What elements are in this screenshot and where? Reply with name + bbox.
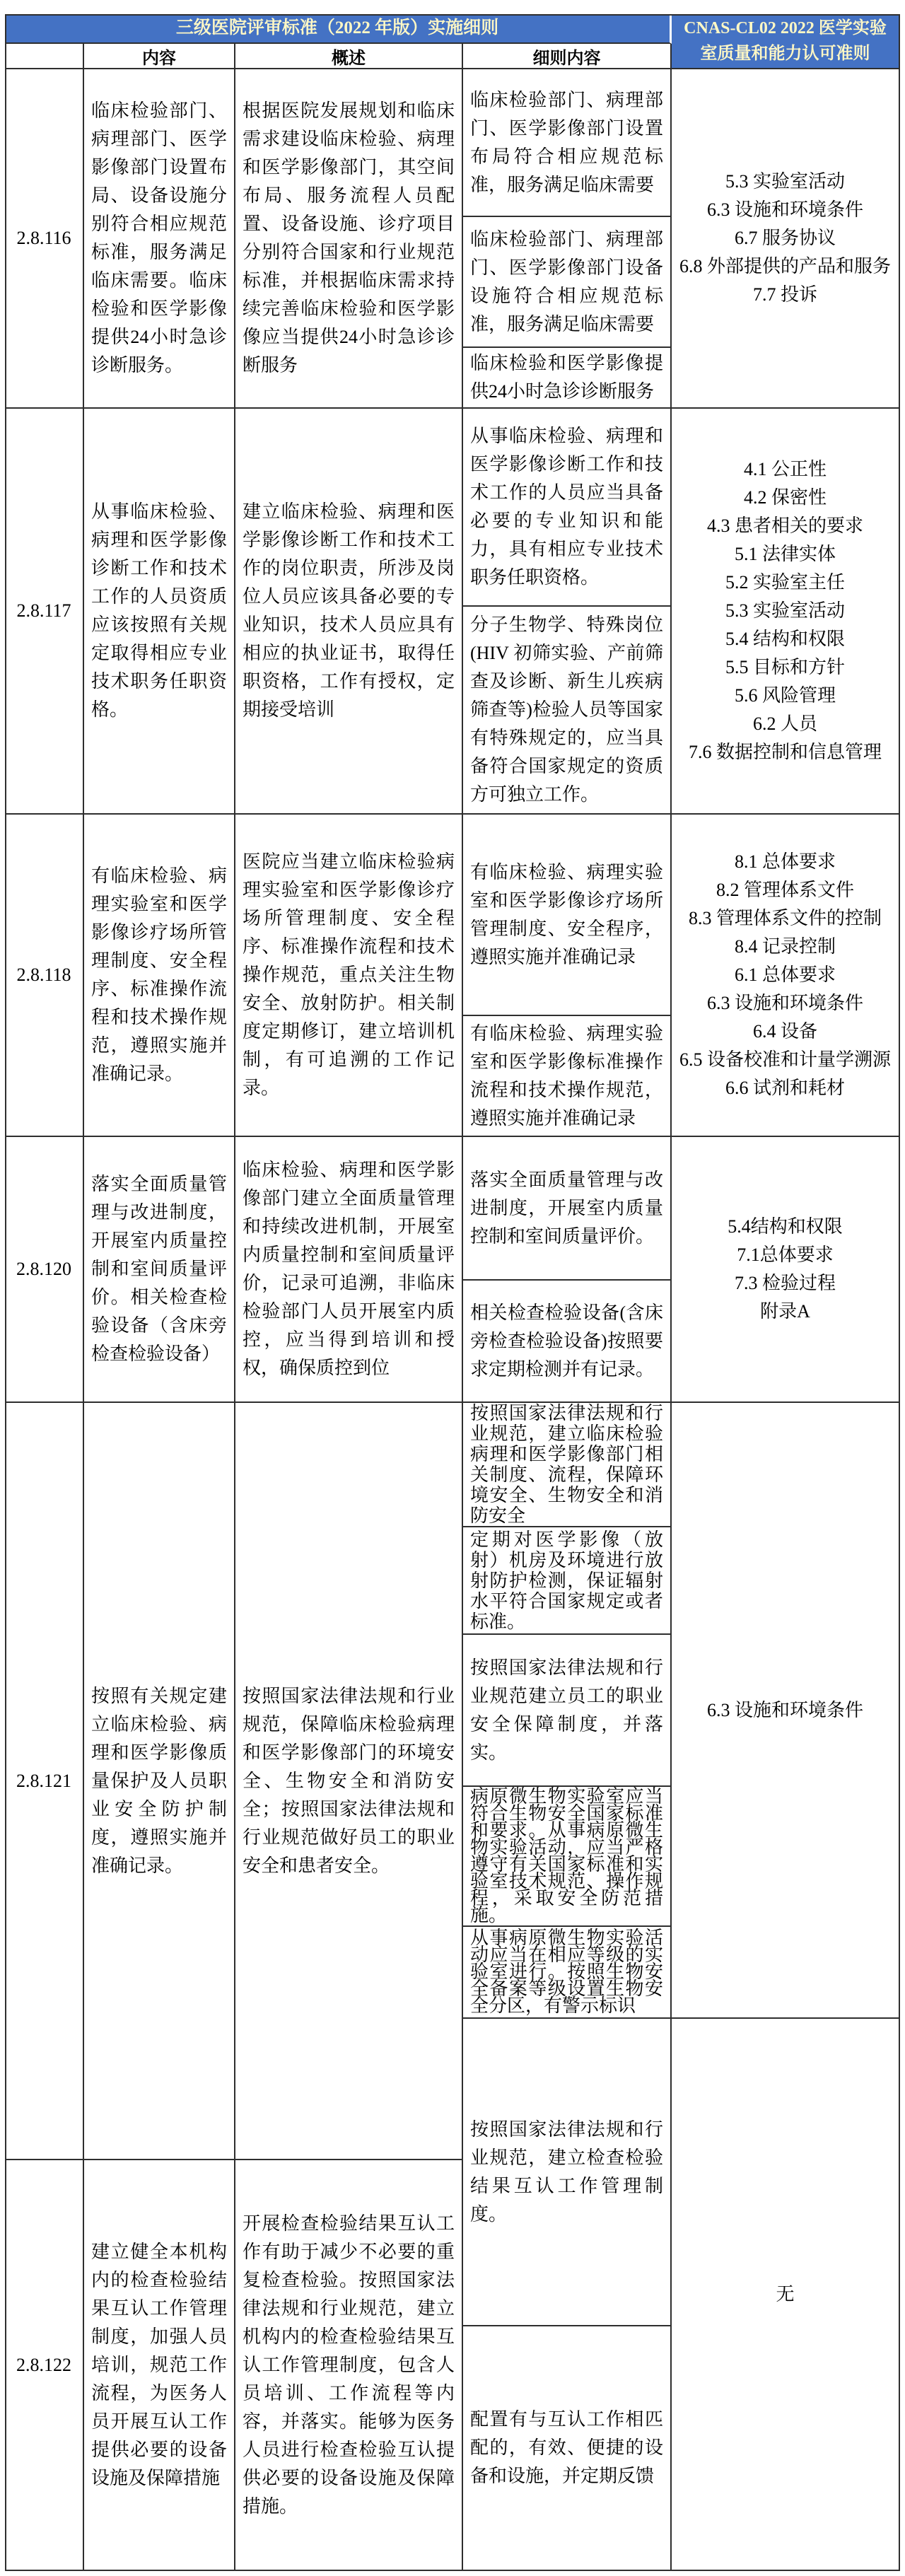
row-118-cnas-cell [672, 815, 900, 1137]
cnas-item: 7.7 投诉 [752, 284, 817, 305]
cnas-item: 6.1 总体要求 [734, 964, 836, 985]
row-117-id-cell [5, 409, 84, 815]
cnas-item: 6.2 人员 [752, 713, 817, 734]
row-118-overview-cell [235, 815, 463, 1137]
detail-text: 按照国家法律法规和行业规范，建立临床检验病理和医学影像部门相关制度、流程，保障环境安全、生物安全和消防安全 [470, 1403, 663, 1526]
content-text: 有临床检验、病理实验室和医学影像诊疗场所管理制度、安全程序、标准操作流程和技术操作规范，遵照实施并准确记录。 [91, 866, 227, 1084]
detail-text: 临床检验部门、病理部门、医学影像部门设备设施符合相应规范标准，服务满足临床需要 [470, 228, 663, 334]
row-120-detail-cell-2 [463, 1281, 672, 1403]
cnas-item: 6.7 服务协议 [734, 228, 836, 248]
cnas-title-line1: CNAS-CL02 2022 医学实验 [684, 19, 887, 37]
row-121-overview-cell [235, 1403, 463, 2160]
clause-number: 2.8.120 [16, 1259, 71, 1279]
detail-text: 配置有与互认工作相匹配的，有效、便捷的设备和设施，并定期反馈 [470, 2409, 663, 2486]
row-116-detail-cell-1 [463, 69, 672, 217]
clause-number: 2.8.116 [16, 228, 71, 248]
cnas-item: 6.5 设备校准和计量学溯源 [679, 1049, 891, 1070]
row-120-cnas-cell [672, 1137, 900, 1403]
row-121-id-cell [5, 1403, 84, 2160]
row-117-cnas-cell [672, 409, 900, 815]
content-text: 临床检验部门、病理部门、医学影像部门设置布局、设备设施分别符合相应规范标准，服务满足临床需要。临床检验和医学影像提供24小时急诊诊断服务。 [91, 100, 227, 375]
main-title-cell [5, 14, 672, 44]
cnas-item: 5.3 实验室活动 [725, 171, 845, 192]
clause-number: 2.8.122 [16, 2354, 71, 2375]
row-121-detail-cell-2 [463, 1527, 672, 1635]
col-header-detail-label: 细则内容 [532, 49, 601, 68]
row-118-detail-cell-1 [463, 815, 672, 1016]
detail-text: 有临床检验、病理实验室和医学影像标准操作流程和技术操作规范，遵照实施并准确记录 [470, 1022, 663, 1129]
row-121-detail-cell-3 [463, 1635, 672, 1787]
main-title: 三级医院评审标准（2022 年版）实施细则 [175, 18, 499, 37]
detail-text: 临床检验和医学影像提供24小时急诊诊断服务 [470, 353, 663, 402]
overview-text: 临床检验、病理和医学影像部门建立全面质量管理和持续改进机制，开展室内质量控制和室间质量评价，记录可追溯，非临床检验部门人员开展室内质控，应当得到培训和授权，确保质控到位 [243, 1160, 455, 1378]
overview-text: 根据医院发展规划和临床需求建设临床检验、病理和医学影像部门，其空间布局、服务流程人员配置、设备设施、诊疗项目分别符合国家和行业规范标准，并根据临床需求持续完善临床检验和医学影像应当提供24小时急诊诊断服务 [243, 100, 455, 375]
cnas-item: 5.3 实验室活动 [725, 600, 845, 621]
cnas-item: 7.3 检验过程 [734, 1273, 836, 1293]
col-header-empty [5, 44, 84, 69]
cnas-item: 5.6 风险管理 [734, 685, 836, 706]
detail-text: 分子生物学、特殊岗位(HIV 初筛实验、产前筛查及诊断、新生儿疾病筛查等)检验人员等国家有特殊规定的，应当具备符合国家规定的资质方可独立工作。 [470, 614, 663, 805]
overview-text: 建立临床检验、病理和医学影像诊断工作和技术工作的岗位职责，所涉及岗位人员应该具备必要的专业知识，技术人员应具有相应的执业证书，取得任职资格，工作有授权，定期接受培训 [243, 501, 455, 720]
overview-text: 按照国家法律法规和行业规范，保障临床检验病理和医学影像部门的环境安全、生物安全和消防安全；按照国家法律法规和行业规范做好员工的职业安全和患者安全。 [243, 1685, 455, 1876]
row-120-id-cell [5, 1137, 84, 1403]
row-118-detail-cell-2 [463, 1016, 672, 1137]
cnas-item: 5.4 结构和权限 [725, 629, 845, 649]
cnas-item: 8.1 总体要求 [734, 851, 836, 872]
overview-text: 医院应当建立临床检验病理实验室和医学影像诊疗场所管理制度、安全程序、标准操作流程和技术操作规范，重点关注生物安全、放射防护。相关制度定期修订，建立培训机制，有可追溯的工作记录。 [243, 851, 455, 1098]
cnas-item: 8.4 记录控制 [734, 936, 836, 957]
row-122-cnas-cell [672, 2019, 900, 2571]
row-122-overview-cell [235, 2160, 463, 2571]
row-121-detail-cell-5 [463, 1927, 672, 2019]
content-text: 从事临床检验、病理和医学影像诊断工作和技术工作的人员资质应该按照有关规定取得相应专业技术职务任职资格。 [91, 501, 227, 720]
row-116-id-cell [5, 69, 84, 409]
row-122-id-cell [5, 2160, 84, 2571]
cnas-item: 6.6 试剂和耗材 [725, 1078, 845, 1098]
row-121-content-cell [84, 1403, 235, 2160]
row-120-detail-cell-1 [463, 1137, 672, 1281]
row-117-overview-cell [235, 409, 463, 815]
col-header-overview-label: 概述 [332, 49, 366, 68]
detail-text: 定期对医学影像（放射）机房及环境进行放射防护检测，保证辐射水平符合国家规定或者标准。 [470, 1529, 663, 1632]
row-116-detail-cell-3 [463, 348, 672, 409]
row-122-detail-cell-1 [463, 2019, 672, 2326]
cnas-item: 4.2 保密性 [743, 487, 827, 508]
clause-number: 2.8.118 [16, 964, 71, 985]
col-header-content-label: 内容 [142, 49, 176, 68]
cnas-title-cell [672, 14, 900, 69]
row-116-overview-cell [235, 69, 463, 409]
row-121-cnas-cell [672, 1403, 900, 2019]
row-117-content-cell [84, 409, 235, 815]
cnas-item: 6.3 设施和环境条件 [706, 1699, 863, 1720]
detail-text: 按照国家法律法规和行业规范建立员工的职业安全保障制度，并落实。 [470, 1657, 663, 1763]
cnas-item: 6.8 外部提供的产品和服务 [679, 256, 891, 276]
row-120-overview-cell [235, 1137, 463, 1403]
detail-text: 相关检查检验设备(含床旁检查检验设备)按照要求定期检测并有记录。 [470, 1302, 663, 1380]
col-header-detail [463, 44, 672, 69]
cnas-item: 6.3 设施和环境条件 [706, 993, 863, 1013]
row-116-cnas-cell [672, 69, 900, 409]
detail-text: 有临床检验、病理实验室和医学影像诊疗场所管理制度、安全程序，遵照实施并准确记录 [470, 861, 663, 967]
cnas-item: 无 [776, 2283, 795, 2304]
row-120-content-cell [84, 1137, 235, 1403]
cnas-item: 5.1 法律实体 [734, 544, 836, 564]
row-118-content-cell [84, 815, 235, 1137]
detail-text: 病原微生物实验室应当符合生物安全国家标准和要求。从事病原微生物实验活动，应当严格遵守有关国家标准和实验室技术规范、操作规程，采取安全防范措施。 [470, 1787, 663, 1925]
col-header-overview [235, 44, 463, 69]
detail-text: 从事临床检验、病理和医学影像诊断工作和技术工作的人员应当具备必要的专业知识和能力，具有相应专业技术职务任职资格。 [470, 426, 663, 588]
cnas-item: 5.5 目标和方针 [725, 657, 845, 677]
row-122-content-cell [84, 2160, 235, 2571]
col-header-content [84, 44, 235, 69]
cnas-item: 4.1 公正性 [743, 459, 827, 479]
cnas-item: 5.2 实验室主任 [725, 572, 845, 593]
overview-text: 开展检查检验结果互认工作有助于减少不必要的重复检查检验。按照国家法律法规和行业规范，建立机构内的检查检验结果互认工作管理制度，包含人员培训、工作流程等内容，并落实。能够为医务人员进行检查检验互认提供必要的设备设施及保障措施。 [243, 2213, 455, 2517]
row-121-detail-cell-1 [463, 1403, 672, 1527]
cnas-item: 7.6 数据控制和信息管理 [688, 742, 882, 762]
detail-text: 临床检验部门、病理部门、医学影像部门设置布局符合相应规范标准，服务满足临床需要 [470, 89, 663, 195]
row-122-detail-cell-2 [463, 2326, 672, 2571]
row-117-detail-cell-2 [463, 607, 672, 815]
row-121-detail-cell-4 [463, 1787, 672, 1927]
cnas-item: 8.2 管理体系文件 [716, 880, 854, 900]
detail-text: 从事病原微生物实验活动应当在相应等级的实验室进行。按照生物安全备案等级设置生物安全分区，有警示标识 [470, 1928, 663, 2016]
clause-number: 2.8.117 [16, 600, 71, 621]
row-116-detail-cell-2 [463, 217, 672, 348]
row-116-content-cell [84, 69, 235, 409]
content-text: 落实全面质量管理与改进制度，开展室内质量控制和室间质量评价。相关检查检验设备（含床旁检查检验设备） [91, 1174, 227, 1364]
cnas-title-line2: 室质量和能力认可准则 [700, 45, 870, 63]
content-text: 建立健全本机构内的检查检验结果互认工作管理制度，加强人员培训，规范工作流程，为医务人员开展互认工作提供必要的设备设施及保障措施 [91, 2241, 227, 2488]
clause-number: 2.8.121 [16, 1770, 71, 1791]
row-117-detail-cell-1 [463, 409, 672, 607]
cnas-item: 6.4 设备 [752, 1021, 817, 1042]
detail-text: 落实全面质量管理与改进制度，开展室内质量控制和室间质量评价。 [470, 1169, 663, 1247]
cnas-item: 4.3 患者相关的要求 [706, 515, 863, 536]
cnas-item: 附录A [760, 1301, 810, 1322]
detail-text: 按照国家法律法规和行业规范，建立检查检验结果互认工作管理制度。 [470, 2119, 663, 2225]
cnas-item: 8.3 管理体系文件的控制 [688, 908, 882, 928]
row-118-id-cell [5, 815, 84, 1137]
cnas-item: 6.3 设施和环境条件 [706, 199, 863, 220]
cnas-item: 5.4结构和权限 [728, 1216, 843, 1237]
cnas-item: 7.1总体要求 [737, 1245, 834, 1265]
content-text: 按照有关规定建立临床检验、病理和医学影像质量保护及人员职业安全防护制度，遵照实施并准确记录。 [91, 1685, 227, 1876]
